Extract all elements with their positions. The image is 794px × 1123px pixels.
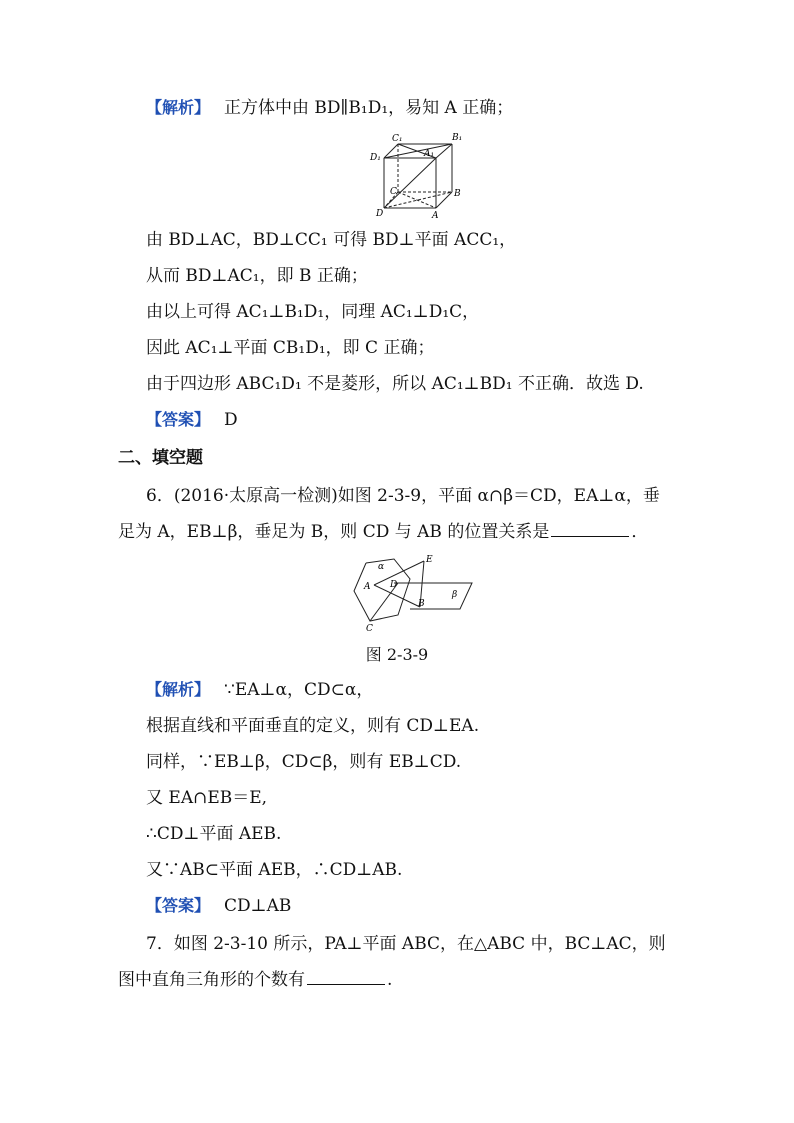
section-heading: 二、填空题	[118, 448, 203, 468]
label-A: A	[432, 211, 439, 221]
answer-tag: 【答案】	[146, 896, 211, 915]
planes-figure	[348, 553, 478, 633]
label-D: D	[390, 580, 398, 590]
label-A: A	[364, 582, 371, 592]
q6-line-therefore: ∴CD⊥平面 AEB.	[146, 824, 282, 844]
figure-caption: 图 2-3-9	[365, 645, 429, 664]
q6-line-similarly: 同样，∵EB⊥β，CD⊂β，则有 EB⊥CD.	[146, 752, 462, 772]
answer-tag: 【答案】	[146, 410, 211, 429]
q6-answer-line	[146, 894, 291, 918]
q5-line3: 从而 BD⊥AC₁，即 B 正确；	[146, 266, 368, 286]
q7-line1: 7．如图 2-3-10 所示，PA⊥平面 ABC，在△ABC 中，BC⊥AC，则	[146, 934, 666, 954]
q7-line2	[118, 968, 392, 992]
label-B1: B₁	[452, 133, 463, 143]
q5-line5: 因此 AC₁⊥平面 CB₁D₁，即 C 正确；	[146, 338, 435, 358]
label-B: B	[418, 599, 425, 609]
analysis-text: 正方体中由 BD∥B₁D₁，易知 A 正确；	[224, 98, 514, 118]
q6-line-intersection: 又 EA∩EB＝E,	[146, 788, 268, 808]
q6-line2-end: ．	[631, 522, 649, 542]
answer-blank	[551, 520, 629, 537]
label-B: B	[454, 189, 461, 199]
label-beta: β	[452, 590, 458, 600]
analysis-tag: 【解析】	[146, 98, 211, 117]
label-D: D	[376, 209, 384, 219]
q6-line2-text: 足为 A，EB⊥β，垂足为 B，则 CD 与 AB 的位置关系是	[118, 522, 550, 542]
label-C1: C₁	[392, 134, 403, 144]
q5-analysis-line	[146, 96, 513, 120]
q6-line1: 6．(2016·太原高一检测)如图 2-3-9，平面 α∩β＝CD，EA⊥α，垂	[146, 486, 660, 506]
q6-line2	[118, 520, 648, 544]
q5-line6: 由于四边形 ABC₁D₁ 不是菱形，所以 AC₁⊥BD₁ 不正确．故选 D.	[146, 374, 644, 394]
q7-line2-end: .	[387, 970, 393, 990]
answer-text: CD⊥AB	[224, 896, 292, 916]
q6-line-definition: 根据直线和平面垂直的定义，则有 CD⊥EA.	[146, 716, 480, 736]
answer-blank	[307, 968, 385, 985]
label-E: E	[426, 555, 433, 565]
q5-line4: 由以上可得 AC₁⊥B₁D₁，同理 AC₁⊥D₁C，	[146, 302, 480, 322]
label-C: C	[366, 624, 373, 633]
q5-answer-line	[146, 408, 238, 432]
analysis-tag: 【解析】	[146, 680, 211, 699]
q6-analysis-line	[146, 678, 373, 702]
label-A1: A₁	[424, 149, 435, 159]
q7-line2-text: 图中直角三角形的个数有	[118, 970, 305, 990]
analysis-text: ∵EA⊥α，CD⊂α，	[224, 680, 374, 700]
q6-line-conclusion: 又∵AB⊂平面 AEB，∴CD⊥AB.	[146, 860, 403, 880]
label-C: C	[390, 187, 397, 197]
cube-figure	[368, 130, 468, 222]
label-alpha: α	[378, 562, 385, 572]
answer-text: D	[224, 410, 238, 430]
q5-line2: 由 BD⊥AC，BD⊥CC₁ 可得 BD⊥平面 ACC₁，	[146, 230, 517, 250]
label-D1: D₁	[370, 153, 381, 163]
